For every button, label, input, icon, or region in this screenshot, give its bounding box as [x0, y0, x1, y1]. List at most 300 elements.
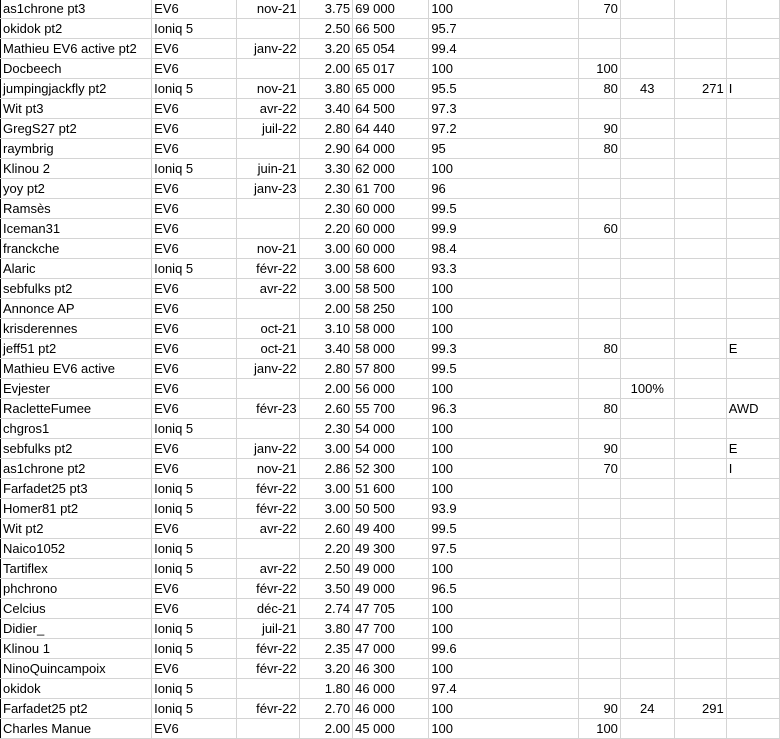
cell-date[interactable]: avr-22: [236, 279, 299, 299]
cell-col9[interactable]: [674, 659, 726, 679]
cell-model[interactable]: EV6: [152, 119, 237, 139]
cell-name[interactable]: Annonce AP: [1, 299, 152, 319]
cell-col8[interactable]: [620, 439, 674, 459]
cell-name[interactable]: jumpingjackfly pt2: [1, 79, 152, 99]
cell-name[interactable]: Klinou 2: [1, 159, 152, 179]
cell-model[interactable]: EV6: [152, 719, 237, 739]
cell-model[interactable]: EV6: [152, 379, 237, 399]
cell-col9[interactable]: [674, 459, 726, 479]
cell-col9[interactable]: [674, 379, 726, 399]
cell-km[interactable]: 54 000: [353, 419, 429, 439]
cell-km[interactable]: 69 000: [353, 0, 429, 19]
cell-col10[interactable]: [726, 19, 779, 39]
cell-factor[interactable]: 2.30: [299, 179, 352, 199]
cell-col10[interactable]: I: [726, 459, 779, 479]
cell-soh[interactable]: 99.5: [429, 359, 579, 379]
cell-model[interactable]: EV6: [152, 59, 237, 79]
cell-name[interactable]: krisderennes: [1, 319, 152, 339]
cell-km[interactable]: 61 700: [353, 179, 429, 199]
cell-date[interactable]: janv-23: [236, 179, 299, 199]
cell-col10[interactable]: [726, 139, 779, 159]
cell-col8[interactable]: [620, 159, 674, 179]
cell-col8[interactable]: [620, 39, 674, 59]
cell-km[interactable]: 55 700: [353, 399, 429, 419]
cell-soh[interactable]: 95.5: [429, 79, 579, 99]
cell-name[interactable]: sebfulks pt2: [1, 439, 152, 459]
cell-km[interactable]: 65 000: [353, 79, 429, 99]
cell-soh[interactable]: 99.9: [429, 219, 579, 239]
cell-soh[interactable]: 100: [429, 699, 579, 719]
cell-km[interactable]: 46 000: [353, 699, 429, 719]
cell-name[interactable]: Farfadet25 pt2: [1, 699, 152, 719]
cell-col10[interactable]: [726, 659, 779, 679]
cell-col8[interactable]: [620, 119, 674, 139]
cell-factor[interactable]: 2.00: [299, 719, 352, 739]
cell-name[interactable]: sebfulks pt2: [1, 279, 152, 299]
cell-soh[interactable]: 99.3: [429, 339, 579, 359]
cell-km[interactable]: 64 000: [353, 139, 429, 159]
cell-date[interactable]: févr-22: [236, 479, 299, 499]
cell-col9[interactable]: 291: [674, 699, 726, 719]
cell-date[interactable]: juin-21: [236, 159, 299, 179]
cell-col8[interactable]: [620, 479, 674, 499]
cell-factor[interactable]: 3.75: [299, 0, 352, 19]
cell-factor[interactable]: 2.74: [299, 599, 352, 619]
cell-col7[interactable]: [579, 359, 621, 379]
cell-col10[interactable]: [726, 0, 779, 19]
cell-col8[interactable]: 100%: [620, 379, 674, 399]
cell-date[interactable]: [236, 419, 299, 439]
cell-km[interactable]: 47 700: [353, 619, 429, 639]
cell-col9[interactable]: [674, 239, 726, 259]
cell-col7[interactable]: [579, 659, 621, 679]
cell-col8[interactable]: [620, 239, 674, 259]
cell-name[interactable]: Alaric: [1, 259, 152, 279]
cell-col7[interactable]: 80: [579, 79, 621, 99]
cell-col8[interactable]: [620, 259, 674, 279]
cell-col7[interactable]: [579, 99, 621, 119]
cell-col8[interactable]: [620, 599, 674, 619]
cell-soh[interactable]: 100: [429, 659, 579, 679]
cell-col9[interactable]: [674, 219, 726, 239]
cell-col10[interactable]: [726, 359, 779, 379]
cell-soh[interactable]: 99.4: [429, 39, 579, 59]
cell-col10[interactable]: [726, 239, 779, 259]
cell-factor[interactable]: 2.20: [299, 539, 352, 559]
cell-col9[interactable]: [674, 519, 726, 539]
cell-col9[interactable]: [674, 439, 726, 459]
cell-date[interactable]: févr-23: [236, 399, 299, 419]
cell-col8[interactable]: [620, 179, 674, 199]
cell-name[interactable]: Homer81 pt2: [1, 499, 152, 519]
cell-col9[interactable]: [674, 159, 726, 179]
cell-soh[interactable]: 99.5: [429, 199, 579, 219]
cell-col8[interactable]: [620, 419, 674, 439]
cell-col7[interactable]: [579, 199, 621, 219]
cell-col8[interactable]: [620, 0, 674, 19]
cell-col7[interactable]: [579, 379, 621, 399]
cell-soh[interactable]: 100: [429, 379, 579, 399]
cell-col9[interactable]: [674, 179, 726, 199]
cell-col7[interactable]: [579, 39, 621, 59]
cell-km[interactable]: 49 000: [353, 559, 429, 579]
cell-model[interactable]: Ioniq 5: [152, 539, 237, 559]
cell-factor[interactable]: 2.00: [299, 379, 352, 399]
cell-soh[interactable]: 97.4: [429, 679, 579, 699]
cell-factor[interactable]: 2.70: [299, 699, 352, 719]
cell-name[interactable]: Farfadet25 pt3: [1, 479, 152, 499]
cell-model[interactable]: Ioniq 5: [152, 639, 237, 659]
cell-date[interactable]: janv-22: [236, 39, 299, 59]
cell-col8[interactable]: [620, 579, 674, 599]
cell-col9[interactable]: 271: [674, 79, 726, 99]
cell-col9[interactable]: [674, 599, 726, 619]
cell-km[interactable]: 60 000: [353, 239, 429, 259]
cell-factor[interactable]: 2.86: [299, 459, 352, 479]
cell-col9[interactable]: [674, 19, 726, 39]
cell-name[interactable]: GregS27 pt2: [1, 119, 152, 139]
cell-col7[interactable]: [579, 239, 621, 259]
cell-soh[interactable]: 100: [429, 479, 579, 499]
cell-km[interactable]: 46 300: [353, 659, 429, 679]
cell-soh[interactable]: 96.3: [429, 399, 579, 419]
cell-name[interactable]: as1chrone pt2: [1, 459, 152, 479]
cell-model[interactable]: EV6: [152, 459, 237, 479]
cell-col7[interactable]: [579, 579, 621, 599]
cell-col10[interactable]: [726, 419, 779, 439]
cell-col9[interactable]: [674, 499, 726, 519]
cell-date[interactable]: [236, 139, 299, 159]
cell-col10[interactable]: [726, 159, 779, 179]
cell-km[interactable]: 58 600: [353, 259, 429, 279]
cell-km[interactable]: 58 000: [353, 339, 429, 359]
cell-col7[interactable]: 80: [579, 139, 621, 159]
cell-name[interactable]: raymbrig: [1, 139, 152, 159]
cell-name[interactable]: phchrono: [1, 579, 152, 599]
cell-km[interactable]: 49 000: [353, 579, 429, 599]
cell-col8[interactable]: [620, 19, 674, 39]
cell-date[interactable]: nov-21: [236, 79, 299, 99]
cell-factor[interactable]: 2.80: [299, 359, 352, 379]
cell-col8[interactable]: [620, 499, 674, 519]
cell-name[interactable]: RacletteFumee: [1, 399, 152, 419]
cell-date[interactable]: févr-22: [236, 259, 299, 279]
cell-soh[interactable]: 95: [429, 139, 579, 159]
cell-col9[interactable]: [674, 679, 726, 699]
cell-km[interactable]: 58 500: [353, 279, 429, 299]
cell-date[interactable]: févr-22: [236, 639, 299, 659]
cell-col8[interactable]: 24: [620, 699, 674, 719]
cell-model[interactable]: Ioniq 5: [152, 259, 237, 279]
cell-date[interactable]: [236, 219, 299, 239]
cell-model[interactable]: EV6: [152, 299, 237, 319]
cell-factor[interactable]: 3.00: [299, 439, 352, 459]
cell-km[interactable]: 52 300: [353, 459, 429, 479]
cell-date[interactable]: [236, 539, 299, 559]
cell-col10[interactable]: [726, 579, 779, 599]
cell-soh[interactable]: 100: [429, 619, 579, 639]
cell-model[interactable]: EV6: [152, 519, 237, 539]
cell-soh[interactable]: 97.5: [429, 539, 579, 559]
cell-col10[interactable]: [726, 119, 779, 139]
cell-date[interactable]: janv-22: [236, 439, 299, 459]
cell-date[interactable]: [236, 679, 299, 699]
cell-col8[interactable]: [620, 539, 674, 559]
cell-model[interactable]: EV6: [152, 239, 237, 259]
cell-factor[interactable]: 1.80: [299, 679, 352, 699]
cell-soh[interactable]: 100: [429, 459, 579, 479]
cell-soh[interactable]: 100: [429, 319, 579, 339]
cell-factor[interactable]: 2.30: [299, 199, 352, 219]
cell-col7[interactable]: [579, 479, 621, 499]
cell-date[interactable]: [236, 379, 299, 399]
cell-model[interactable]: EV6: [152, 359, 237, 379]
cell-col8[interactable]: [620, 299, 674, 319]
cell-col10[interactable]: E: [726, 439, 779, 459]
cell-km[interactable]: 64 500: [353, 99, 429, 119]
cell-name[interactable]: Naico1052: [1, 539, 152, 559]
cell-col10[interactable]: [726, 99, 779, 119]
cell-km[interactable]: 58 000: [353, 319, 429, 339]
cell-col7[interactable]: [579, 539, 621, 559]
cell-factor[interactable]: 3.20: [299, 39, 352, 59]
cell-name[interactable]: Evjester: [1, 379, 152, 399]
cell-name[interactable]: Klinou 1: [1, 639, 152, 659]
cell-col8[interactable]: [620, 199, 674, 219]
cell-model[interactable]: EV6: [152, 599, 237, 619]
cell-col10[interactable]: [726, 59, 779, 79]
cell-name[interactable]: Mathieu EV6 active pt2: [1, 39, 152, 59]
cell-col10[interactable]: I: [726, 79, 779, 99]
cell-date[interactable]: avr-22: [236, 99, 299, 119]
cell-soh[interactable]: 99.6: [429, 639, 579, 659]
cell-model[interactable]: EV6: [152, 99, 237, 119]
cell-km[interactable]: 65 054: [353, 39, 429, 59]
cell-col9[interactable]: [674, 279, 726, 299]
cell-soh[interactable]: 100: [429, 0, 579, 19]
cell-col10[interactable]: [726, 599, 779, 619]
cell-col9[interactable]: [674, 199, 726, 219]
cell-col7[interactable]: [579, 519, 621, 539]
cell-col7[interactable]: 80: [579, 339, 621, 359]
cell-name[interactable]: Wit pt2: [1, 519, 152, 539]
cell-soh[interactable]: 100: [429, 719, 579, 739]
cell-col7[interactable]: [579, 639, 621, 659]
cell-col8[interactable]: [620, 99, 674, 119]
cell-col7[interactable]: [579, 19, 621, 39]
cell-km[interactable]: 60 000: [353, 199, 429, 219]
cell-col10[interactable]: [726, 559, 779, 579]
cell-col10[interactable]: [726, 219, 779, 239]
cell-factor[interactable]: 3.40: [299, 339, 352, 359]
cell-col7[interactable]: 90: [579, 439, 621, 459]
cell-col7[interactable]: [579, 419, 621, 439]
cell-soh[interactable]: 93.9: [429, 499, 579, 519]
cell-name[interactable]: okidok: [1, 679, 152, 699]
cell-model[interactable]: Ioniq 5: [152, 479, 237, 499]
cell-soh[interactable]: 100: [429, 299, 579, 319]
cell-col9[interactable]: [674, 539, 726, 559]
cell-date[interactable]: juil-21: [236, 619, 299, 639]
cell-col7[interactable]: [579, 299, 621, 319]
cell-km[interactable]: 65 017: [353, 59, 429, 79]
cell-col9[interactable]: [674, 299, 726, 319]
cell-col9[interactable]: [674, 559, 726, 579]
cell-km[interactable]: 46 000: [353, 679, 429, 699]
cell-name[interactable]: Celcius: [1, 599, 152, 619]
cell-col7[interactable]: 90: [579, 119, 621, 139]
cell-name[interactable]: Wit pt3: [1, 99, 152, 119]
cell-col7[interactable]: 90: [579, 699, 621, 719]
cell-soh[interactable]: 99.5: [429, 519, 579, 539]
cell-model[interactable]: EV6: [152, 39, 237, 59]
cell-km[interactable]: 49 400: [353, 519, 429, 539]
cell-col9[interactable]: [674, 259, 726, 279]
cell-col10[interactable]: [726, 639, 779, 659]
cell-name[interactable]: Ramsès: [1, 199, 152, 219]
cell-date[interactable]: [236, 59, 299, 79]
cell-soh[interactable]: 95.7: [429, 19, 579, 39]
cell-col10[interactable]: [726, 379, 779, 399]
cell-date[interactable]: [236, 19, 299, 39]
cell-col8[interactable]: [620, 459, 674, 479]
cell-col10[interactable]: [726, 179, 779, 199]
cell-date[interactable]: févr-22: [236, 699, 299, 719]
cell-col8[interactable]: [620, 359, 674, 379]
cell-col8[interactable]: [620, 639, 674, 659]
cell-factor[interactable]: 2.60: [299, 399, 352, 419]
cell-col10[interactable]: E: [726, 339, 779, 359]
cell-col7[interactable]: [579, 679, 621, 699]
cell-model[interactable]: Ioniq 5: [152, 499, 237, 519]
cell-model[interactable]: Ioniq 5: [152, 559, 237, 579]
cell-soh[interactable]: 96.5: [429, 579, 579, 599]
cell-date[interactable]: [236, 299, 299, 319]
cell-model[interactable]: Ioniq 5: [152, 79, 237, 99]
cell-date[interactable]: [236, 719, 299, 739]
cell-col9[interactable]: [674, 479, 726, 499]
cell-factor[interactable]: 2.90: [299, 139, 352, 159]
cell-col10[interactable]: [726, 259, 779, 279]
cell-km[interactable]: 47 000: [353, 639, 429, 659]
cell-date[interactable]: nov-21: [236, 459, 299, 479]
cell-km[interactable]: 58 250: [353, 299, 429, 319]
cell-soh[interactable]: 97.3: [429, 99, 579, 119]
cell-name[interactable]: NinoQuincampoix: [1, 659, 152, 679]
cell-km[interactable]: 45 000: [353, 719, 429, 739]
cell-soh[interactable]: 97.2: [429, 119, 579, 139]
cell-col10[interactable]: [726, 519, 779, 539]
cell-date[interactable]: févr-22: [236, 499, 299, 519]
cell-date[interactable]: janv-22: [236, 359, 299, 379]
cell-factor[interactable]: 3.50: [299, 579, 352, 599]
cell-factor[interactable]: 3.00: [299, 279, 352, 299]
cell-model[interactable]: EV6: [152, 399, 237, 419]
cell-col8[interactable]: [620, 219, 674, 239]
cell-col10[interactable]: [726, 499, 779, 519]
cell-col9[interactable]: [674, 139, 726, 159]
cell-model[interactable]: Ioniq 5: [152, 679, 237, 699]
cell-km[interactable]: 57 800: [353, 359, 429, 379]
cell-model[interactable]: EV6: [152, 659, 237, 679]
cell-col9[interactable]: [674, 419, 726, 439]
cell-date[interactable]: nov-21: [236, 0, 299, 19]
cell-col10[interactable]: [726, 679, 779, 699]
cell-date[interactable]: juil-22: [236, 119, 299, 139]
cell-km[interactable]: 47 705: [353, 599, 429, 619]
cell-col10[interactable]: [726, 299, 779, 319]
cell-col10[interactable]: AWD: [726, 399, 779, 419]
cell-col7[interactable]: [579, 179, 621, 199]
cell-soh[interactable]: 98.4: [429, 239, 579, 259]
cell-col8[interactable]: [620, 679, 674, 699]
cell-col8[interactable]: [620, 559, 674, 579]
cell-col10[interactable]: [726, 319, 779, 339]
cell-date[interactable]: févr-22: [236, 579, 299, 599]
cell-model[interactable]: EV6: [152, 439, 237, 459]
cell-col8[interactable]: [620, 319, 674, 339]
cell-factor[interactable]: 3.10: [299, 319, 352, 339]
cell-name[interactable]: Docbeech: [1, 59, 152, 79]
cell-model[interactable]: EV6: [152, 339, 237, 359]
cell-model[interactable]: EV6: [152, 199, 237, 219]
cell-km[interactable]: 56 000: [353, 379, 429, 399]
cell-model[interactable]: Ioniq 5: [152, 159, 237, 179]
cell-col8[interactable]: [620, 659, 674, 679]
cell-factor[interactable]: 3.00: [299, 479, 352, 499]
cell-col10[interactable]: [726, 279, 779, 299]
cell-model[interactable]: EV6: [152, 219, 237, 239]
cell-col8[interactable]: 43: [620, 79, 674, 99]
cell-col10[interactable]: [726, 39, 779, 59]
cell-km[interactable]: 54 000: [353, 439, 429, 459]
cell-col9[interactable]: [674, 399, 726, 419]
cell-col10[interactable]: [726, 479, 779, 499]
cell-col7[interactable]: 100: [579, 719, 621, 739]
cell-soh[interactable]: 100: [429, 279, 579, 299]
cell-col10[interactable]: [726, 719, 779, 739]
cell-soh[interactable]: 96: [429, 179, 579, 199]
cell-date[interactable]: févr-22: [236, 659, 299, 679]
cell-col7[interactable]: [579, 159, 621, 179]
cell-name[interactable]: Charles Manue: [1, 719, 152, 739]
cell-factor[interactable]: 2.35: [299, 639, 352, 659]
cell-model[interactable]: EV6: [152, 319, 237, 339]
cell-date[interactable]: oct-21: [236, 319, 299, 339]
cell-km[interactable]: 51 600: [353, 479, 429, 499]
cell-col8[interactable]: [620, 399, 674, 419]
cell-model[interactable]: EV6: [152, 179, 237, 199]
cell-col9[interactable]: [674, 319, 726, 339]
cell-col7[interactable]: 100: [579, 59, 621, 79]
cell-col9[interactable]: [674, 579, 726, 599]
cell-col7[interactable]: [579, 559, 621, 579]
cell-factor[interactable]: 3.40: [299, 99, 352, 119]
cell-col7[interactable]: 70: [579, 0, 621, 19]
cell-name[interactable]: Tartiflex: [1, 559, 152, 579]
cell-factor[interactable]: 2.50: [299, 559, 352, 579]
cell-col9[interactable]: [674, 719, 726, 739]
cell-name[interactable]: as1chrone pt3: [1, 0, 152, 19]
cell-soh[interactable]: 100: [429, 599, 579, 619]
cell-factor[interactable]: 3.00: [299, 499, 352, 519]
cell-factor[interactable]: 2.30: [299, 419, 352, 439]
cell-factor[interactable]: 3.00: [299, 239, 352, 259]
cell-col7[interactable]: [579, 499, 621, 519]
cell-factor[interactable]: 2.00: [299, 59, 352, 79]
cell-name[interactable]: okidok pt2: [1, 19, 152, 39]
cell-date[interactable]: déc-21: [236, 599, 299, 619]
